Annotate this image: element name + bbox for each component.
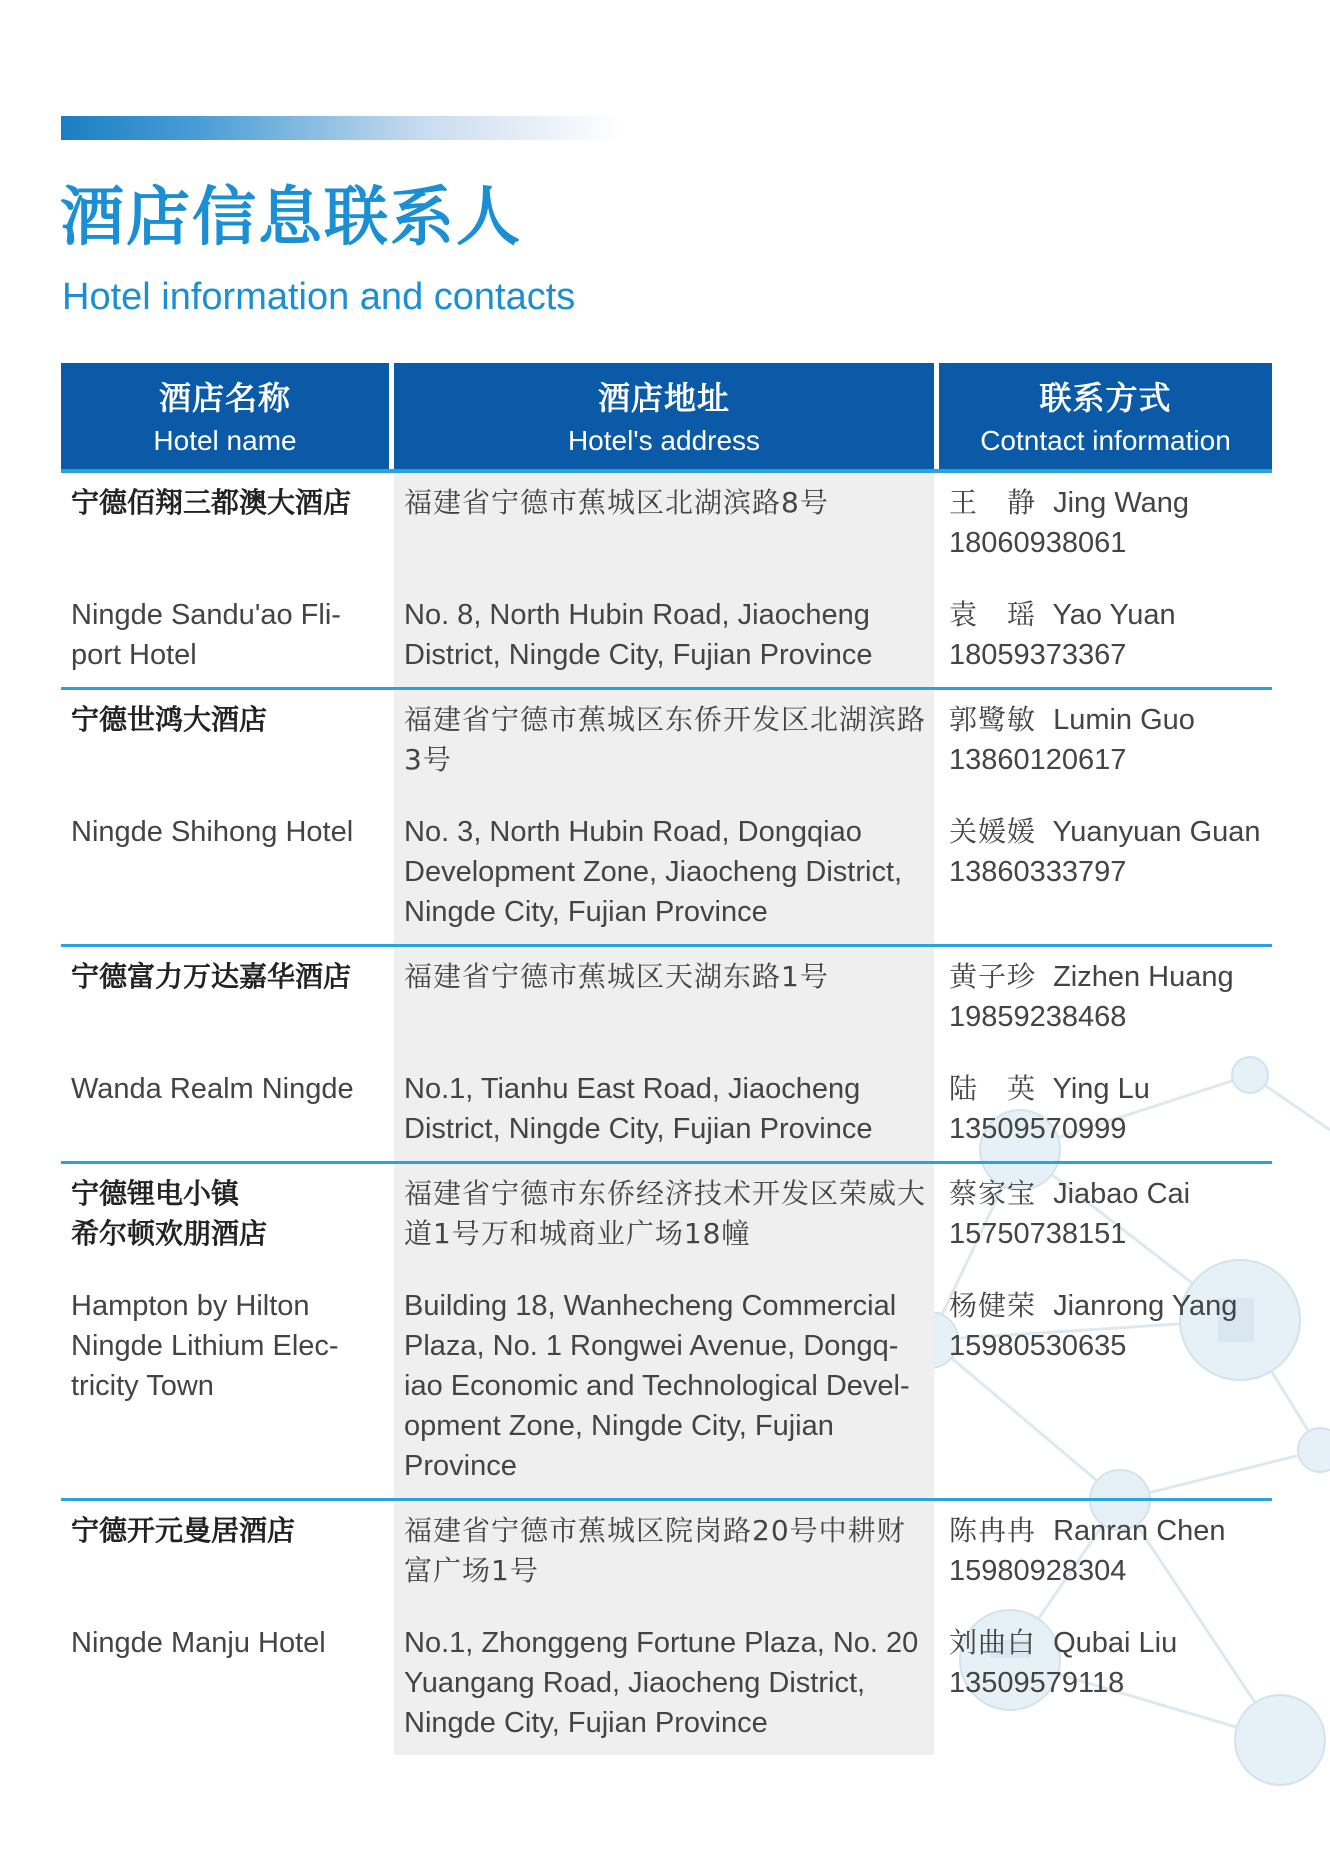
hotel-name-en: Ningde Sandu'ao Fli-port Hotel <box>71 599 341 671</box>
contact-name-en: Lumin Guo <box>1053 704 1195 736</box>
contact-person <box>949 483 1264 595</box>
hotel-name-cn: 宁德佰翔三都澳大酒店 <box>71 486 352 519</box>
hotel-name-cn: 宁德世鸿大酒店 <box>71 703 268 736</box>
contact-person <box>949 1069 1264 1149</box>
hotel-name-cn: 宁德锂电小镇 希尔顿欢朋酒店 <box>71 1177 268 1250</box>
contact-name-cn: 关媛媛 <box>949 815 1037 848</box>
contact-name-en: Jianrong Yang <box>1053 1290 1238 1322</box>
hotel-address-cn: 福建省宁德市蕉城区天湖东路1号 <box>404 960 829 993</box>
hotel-address-en: No. 8, North Hubin Road, Jiaocheng District, Ningde City, Fujian Province <box>404 599 873 671</box>
contact-phone: 15750738151 <box>949 1218 1127 1250</box>
hotel-address-cn: 福建省宁德市东侨经济技术开发区荣威大道1号万和城商业广场18幢 <box>404 1177 927 1250</box>
contact-name-cn: 黄子珍 <box>949 960 1037 993</box>
hotel-name-cell <box>61 947 389 1161</box>
contact-name-cn: 郭鹭敏 <box>949 703 1037 736</box>
contact-phone: 15980928304 <box>949 1555 1127 1587</box>
hotel-contacts-table <box>61 363 1272 1755</box>
contact-cell <box>939 690 1272 944</box>
hotel-address-en: No.1, Zhonggeng Fortune Plaza, No. 20 Yuangang Road, Jiaocheng District, Ningde City, Fujian Province <box>404 1627 919 1739</box>
hotel-name-cn: 宁德富力万达嘉华酒店 <box>71 960 352 993</box>
contact-name-cn: 陆 英 <box>949 1072 1037 1105</box>
contact-name-en: Ying Lu <box>1052 1073 1150 1105</box>
hotel-address-en: No.1, Tianhu East Road, Jiaocheng District, Ningde City, Fujian Province <box>404 1073 873 1145</box>
table-row <box>61 469 1272 687</box>
contact-name-en: Qubai Liu <box>1053 1627 1178 1659</box>
contact-phone: 15980530635 <box>949 1330 1127 1362</box>
contact-cell <box>939 947 1272 1161</box>
hotel-address-cell <box>394 947 934 1161</box>
header-contact-information: 联系方式 Cotntact information <box>939 363 1272 469</box>
contact-person <box>949 1286 1264 1366</box>
hotel-address-en: Building 18, Wanhecheng Commercial Plaza, No. 1 Rongwei Avenue, Dongq-iao Economic and Technological Devel-opment Zone, Ningde City, Fujian Province <box>404 1290 910 1482</box>
hotel-name-cell <box>61 1501 389 1755</box>
contact-phone: 13860333797 <box>949 856 1127 888</box>
contact-person <box>949 700 1264 812</box>
hotel-name-cell <box>61 690 389 944</box>
contact-person <box>949 1623 1264 1703</box>
contact-phone: 18060938061 <box>949 527 1127 559</box>
contact-name-cn: 陈冉冉 <box>949 1514 1037 1547</box>
hotel-name-en: Ningde Manju Hotel <box>71 1627 326 1659</box>
hotel-address-cell <box>394 473 934 687</box>
contact-name-en: Zizhen Huang <box>1053 961 1234 993</box>
table-header <box>61 363 1272 469</box>
contact-phone: 19859238468 <box>949 1001 1127 1033</box>
hotel-address-cn: 福建省宁德市蕉城区院岗路20号中耕财富广场1号 <box>404 1514 906 1587</box>
contact-cell <box>939 473 1272 687</box>
table-row <box>61 944 1272 1161</box>
hotel-address-cn: 福建省宁德市蕉城区东侨开发区北湖滨路3号 <box>404 703 927 776</box>
contact-name-cn: 王 静 <box>949 486 1037 519</box>
hotel-address-en: No. 3, North Hubin Road, Dongqiao Development Zone, Jiaocheng District, Ningde City, Fujian Province <box>404 816 903 928</box>
table-row <box>61 1161 1272 1498</box>
hotel-address-cn: 福建省宁德市蕉城区北湖滨路8号 <box>404 486 829 519</box>
page-title-cn: 酒店信息联系人 <box>60 180 522 255</box>
contact-name-cn: 刘曲白 <box>949 1626 1037 1659</box>
contact-phone: 18059373367 <box>949 639 1127 671</box>
header-accent-bar <box>61 116 621 140</box>
contact-cell <box>939 1164 1272 1498</box>
contact-person <box>949 595 1264 675</box>
hotel-name-cell <box>61 1164 389 1498</box>
page-title-en: Hotel information and contacts <box>62 276 576 318</box>
hotel-address-cell <box>394 690 934 944</box>
contact-phone: 13860120617 <box>949 744 1127 776</box>
hotel-address-cell <box>394 1501 934 1755</box>
header-hotel-name: 酒店名称 Hotel name <box>61 363 389 469</box>
contact-person <box>949 1174 1264 1286</box>
contact-name-en: Yuanyuan Guan <box>1052 816 1261 848</box>
hotel-name-en: Hampton by Hilton Ningde Lithium Elec-tricity Town <box>71 1290 339 1402</box>
contact-name-cn: 袁 瑶 <box>949 598 1037 631</box>
contact-name-en: Yao Yuan <box>1052 599 1176 631</box>
contact-person <box>949 1511 1264 1623</box>
contact-phone: 13509579118 <box>949 1667 1125 1699</box>
hotel-name-en: Wanda Realm Ningde <box>71 1073 354 1105</box>
contact-person <box>949 957 1264 1069</box>
contact-name-cn: 杨健荣 <box>949 1289 1037 1322</box>
table-row <box>61 687 1272 944</box>
contact-name-cn: 蔡家宝 <box>949 1177 1037 1210</box>
contact-name-en: Jing Wang <box>1053 487 1189 519</box>
header-hotel-address: 酒店地址 Hotel's address <box>394 363 934 469</box>
hotel-name-en: Ningde Shihong Hotel <box>71 816 354 848</box>
contact-name-en: Ranran Chen <box>1053 1515 1226 1547</box>
table-row <box>61 1498 1272 1755</box>
hotel-address-cell <box>394 1164 934 1498</box>
contact-cell <box>939 1501 1272 1755</box>
contact-name-en: Jiabao Cai <box>1053 1178 1191 1210</box>
contact-phone: 13509570999 <box>949 1113 1127 1145</box>
hotel-name-cn: 宁德开元曼居酒店 <box>71 1514 296 1547</box>
hotel-name-cell <box>61 473 389 687</box>
contact-person <box>949 812 1264 892</box>
